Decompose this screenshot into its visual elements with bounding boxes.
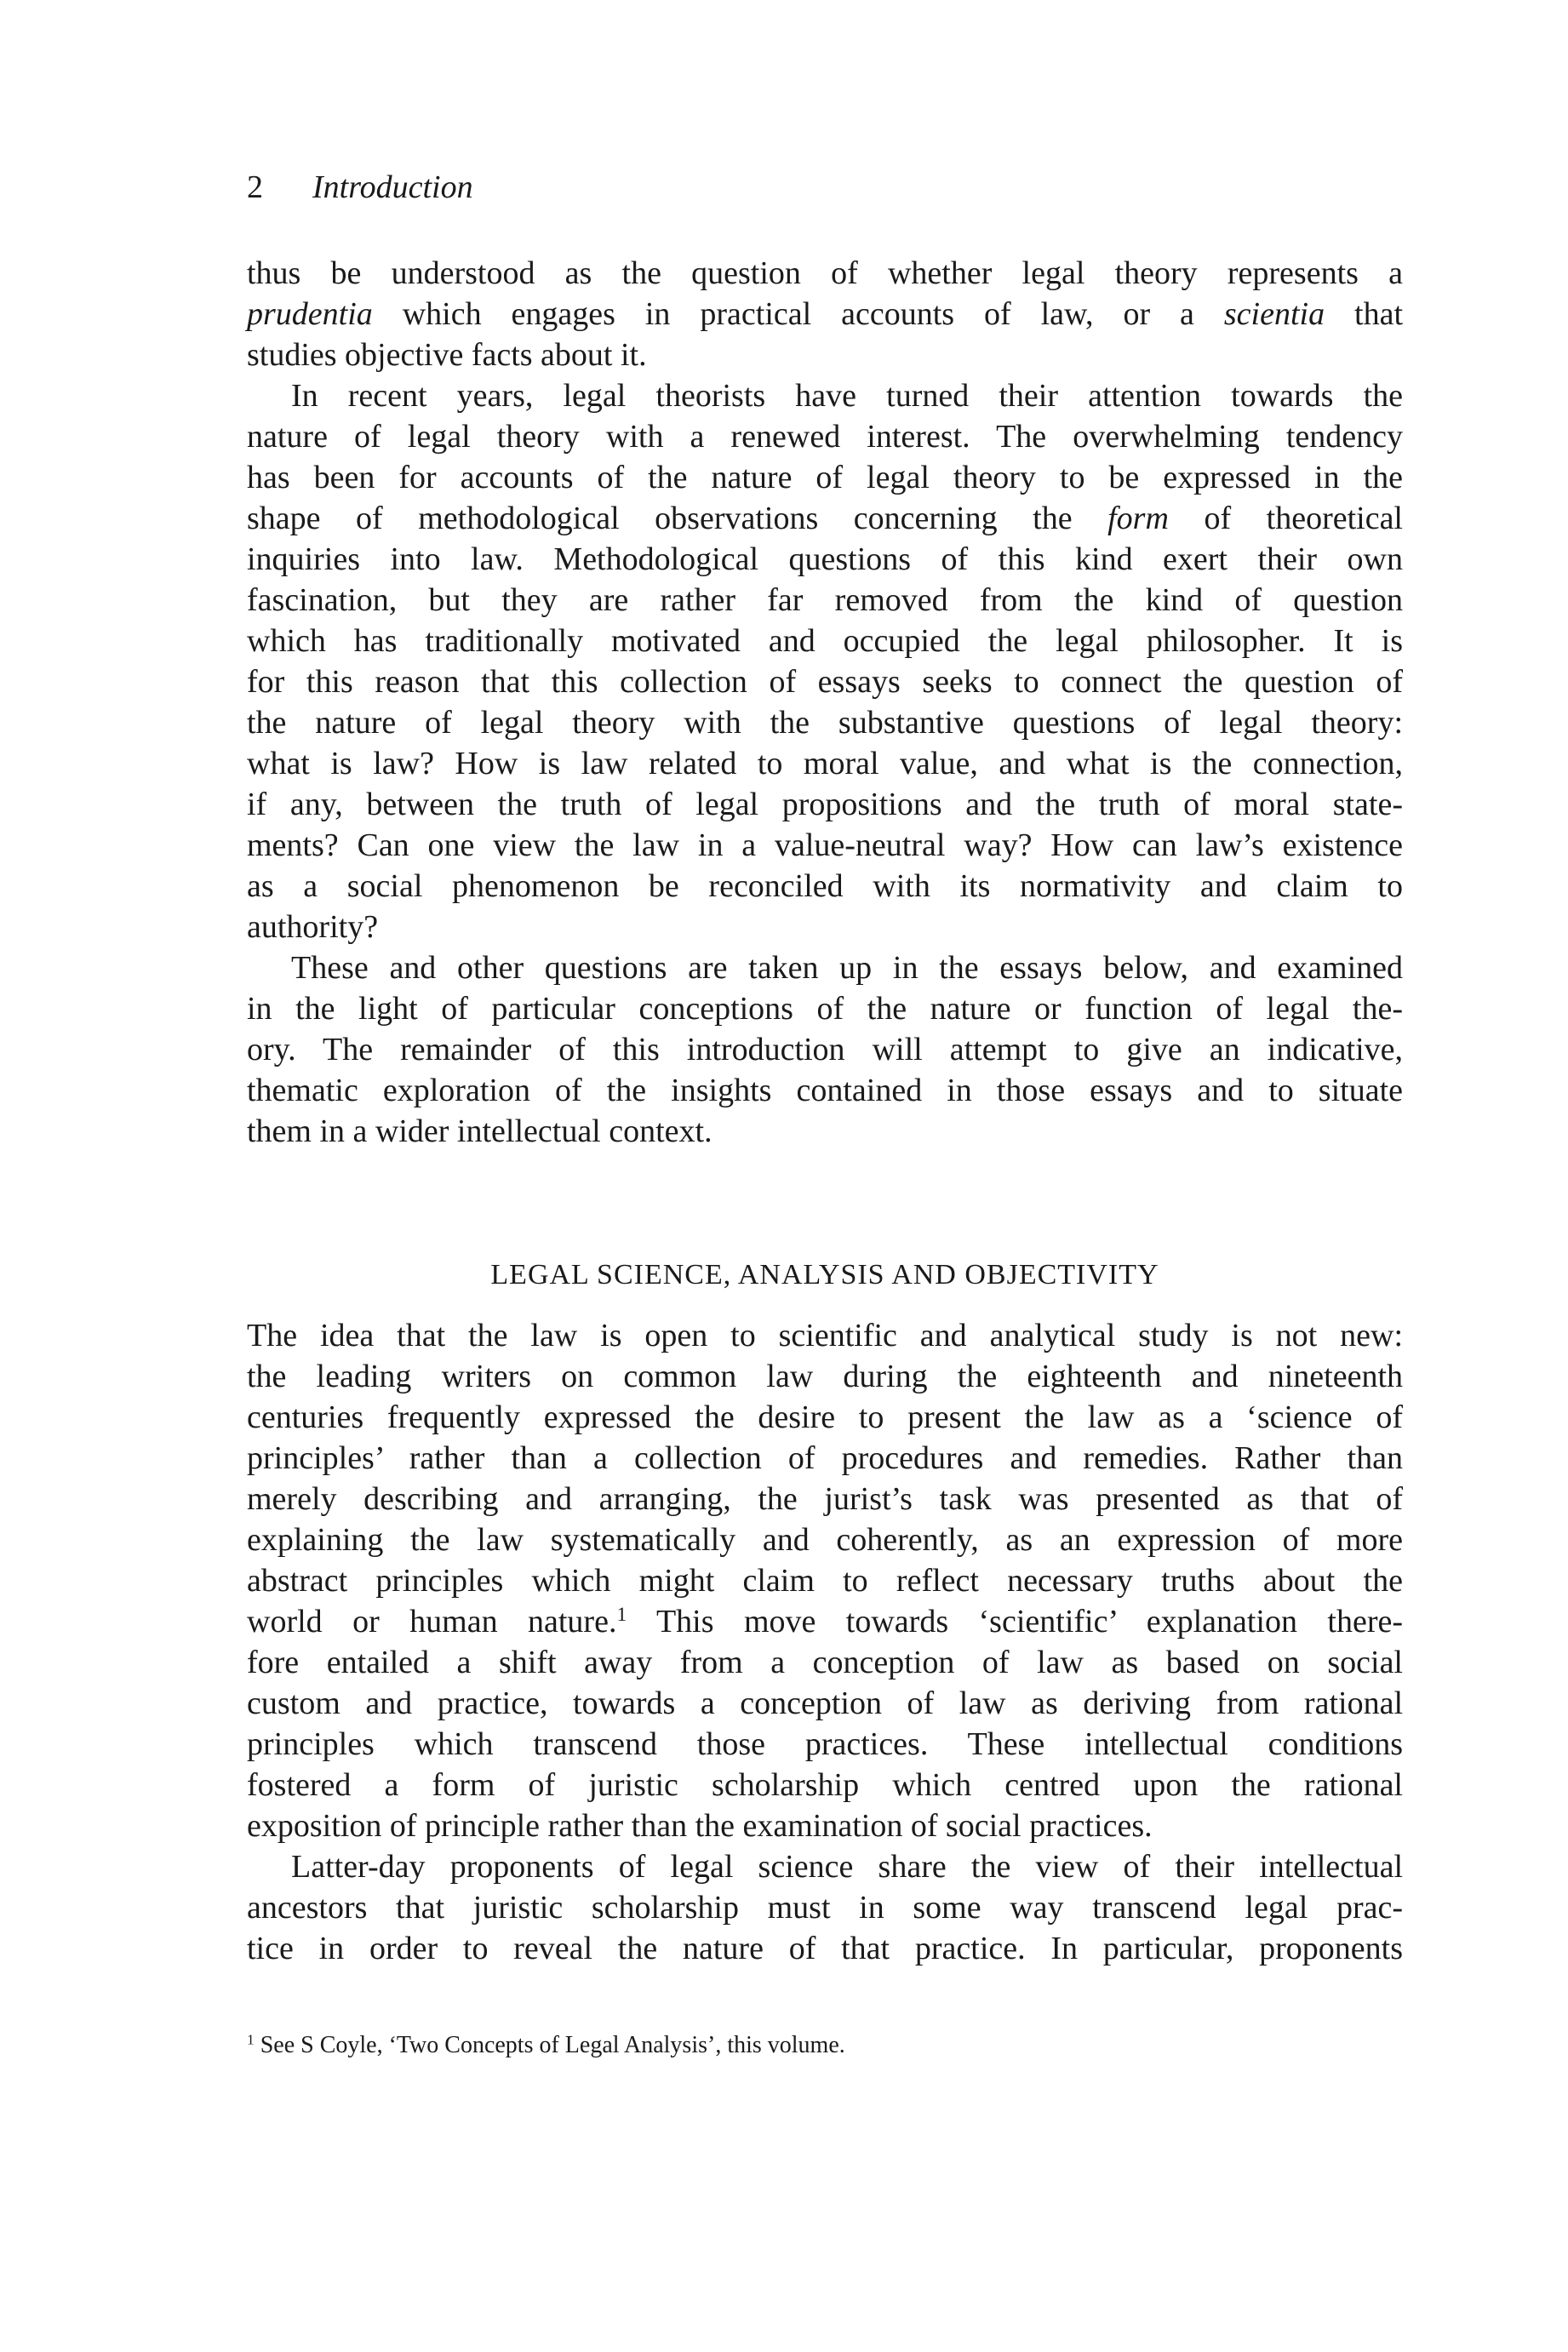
text-line <box>247 1479 1403 1519</box>
line-text: of theoretical <box>1168 501 1403 536</box>
text-line <box>247 1928 1403 1969</box>
line-text: the nature of legal theory with the substantive questions of legal theory: <box>247 705 1403 741</box>
running-header <box>247 167 473 208</box>
line-text: abstract principles which might claim to reflect necessary truths about the <box>247 1563 1403 1599</box>
line-text: ancestors that juristic scholarship must in some way transcend legal prac- <box>247 1890 1403 1926</box>
text-line <box>247 1805 1403 1846</box>
line-text: explaining the law systematically and coherently, as an expression of more <box>247 1522 1403 1558</box>
line-text: ments? Can one view the law in a value-neutral way? How can law’s existence <box>247 827 1403 863</box>
text-line <box>247 1683 1403 1724</box>
line-text: principles which transcend those practices. These intellectual conditions <box>247 1726 1403 1762</box>
line-text: custom and practice, towards a conception of law as deriving from rational <box>247 1685 1403 1721</box>
line-text: fascination, but they are rather far removed from the kind of question <box>247 582 1403 618</box>
running-title: Introduction <box>312 169 473 205</box>
line-text: world or human nature. <box>247 1604 617 1640</box>
text-line <box>247 784 1403 825</box>
line-text: In recent years, legal theorists have turned their attention towards the <box>291 378 1403 414</box>
text-line <box>247 580 1403 621</box>
line-text: thematic exploration of the insights contained in those essays and to situate <box>247 1073 1403 1108</box>
line-text: for this reason that this collection of essays seeks to connect the question of <box>247 664 1403 700</box>
text-line <box>247 498 1403 539</box>
line-text: ory. The remainder of this introduction will attempt to give an indicative, <box>247 1032 1403 1067</box>
text-line <box>247 1846 1403 1887</box>
text-line <box>247 1315 1403 1356</box>
line-text: exposition of principle rather than the examination of social practices. <box>247 1808 1153 1844</box>
line-text: has been for accounts of the nature of legal theory to be expressed in the <box>247 460 1403 495</box>
line-text: This move towards ‘scientific’ explanation there- <box>627 1604 1403 1640</box>
footnote-reference: 1 <box>616 1604 627 1627</box>
line-text: merely describing and arranging, the jurist’s task was presented as that of <box>247 1481 1403 1517</box>
line-text: The idea that the law is open to scientific and analytical study is not new: <box>247 1318 1403 1353</box>
text-line <box>247 988 1403 1029</box>
line-text: as a social phenomenon be reconciled with its normativity and claim to <box>247 868 1403 904</box>
line-text: Latter-day proponents of legal science share the view of their intellectual <box>291 1849 1403 1885</box>
text-line <box>247 1887 1403 1928</box>
line-text: which engages in practical accounts of law, or a <box>372 296 1224 332</box>
italic-term: prudentia <box>247 296 373 332</box>
text-line <box>247 1397 1403 1438</box>
text-line <box>247 253 1403 294</box>
text-line <box>247 825 1403 866</box>
line-text: what is law? How is law related to moral value, and what is the connection, <box>247 746 1403 781</box>
line-text: nature of legal theory with a renewed interest. The overwhelming tendency <box>247 419 1403 455</box>
italic-term: scientia <box>1223 296 1325 332</box>
line-text: studies objective facts about it. <box>247 337 647 373</box>
line-text: thus be understood as the question of whether legal theory represents a <box>247 255 1403 291</box>
text-line <box>247 1029 1403 1070</box>
body-text-bottom <box>247 1315 1403 1969</box>
text-line <box>247 375 1403 416</box>
text-line <box>247 702 1403 743</box>
footnote-marker: 1 <box>247 2031 255 2048</box>
text-line <box>247 416 1403 457</box>
line-text: authority? <box>247 909 379 945</box>
text-line <box>247 1356 1403 1397</box>
line-text: them in a wider intellectual context. <box>247 1113 712 1149</box>
text-line <box>247 335 1403 375</box>
text-line <box>247 457 1403 498</box>
text-line <box>247 1070 1403 1111</box>
text-line <box>247 661 1403 702</box>
line-text: which has traditionally motivated and occupied the legal philosopher. It is <box>247 623 1403 659</box>
footnote <box>247 2029 845 2063</box>
text-line <box>247 1765 1403 1805</box>
text-line <box>247 294 1403 335</box>
italic-term: form <box>1107 501 1169 536</box>
text-line <box>247 1724 1403 1765</box>
line-text: These and other questions are taken up in the essays below, and examined <box>291 950 1403 986</box>
text-line <box>247 621 1403 661</box>
text-line <box>247 907 1403 947</box>
line-text: that <box>1325 296 1404 332</box>
line-text: shape of methodological observations concerning the <box>247 501 1108 536</box>
text-line <box>247 1601 1403 1642</box>
body-text-top <box>247 253 1403 1152</box>
text-line <box>247 947 1403 988</box>
text-line <box>247 1560 1403 1601</box>
line-text: tice in order to reveal the nature of that practice. In particular, proponents <box>247 1931 1403 1966</box>
line-text: fore entailed a shift away from a conception of law as based on social <box>247 1645 1403 1680</box>
line-text: the leading writers on common law during the eighteenth and nineteenth <box>247 1359 1403 1394</box>
line-text: principles’ rather than a collection of procedures and remedies. Rather than <box>247 1440 1403 1476</box>
line-text: centuries frequently expressed the desire to present the law as a ‘science of <box>247 1399 1403 1435</box>
text-line <box>247 1642 1403 1683</box>
line-text: fostered a form of juristic scholarship which centred upon the rational <box>247 1767 1403 1803</box>
section-heading: LEGAL SCIENCE, ANALYSIS AND OBJECTIVITY <box>490 1259 1159 1290</box>
text-line <box>247 1111 1403 1152</box>
line-text: inquiries into law. Methodological questions of this kind exert their own <box>247 541 1403 577</box>
line-text: in the light of particular conceptions of the nature or function of legal the- <box>247 991 1403 1027</box>
text-line <box>247 1519 1403 1560</box>
footnote-text: See S Coyle, ‘Two Concepts of Legal Analysis’, this volume. <box>254 2032 845 2058</box>
line-text: if any, between the truth of legal propositions and the truth of moral state- <box>247 787 1403 822</box>
text-line <box>247 539 1403 580</box>
page-number: 2 <box>247 169 263 205</box>
text-line <box>247 1438 1403 1479</box>
text-line <box>247 743 1403 784</box>
text-line <box>247 866 1403 907</box>
